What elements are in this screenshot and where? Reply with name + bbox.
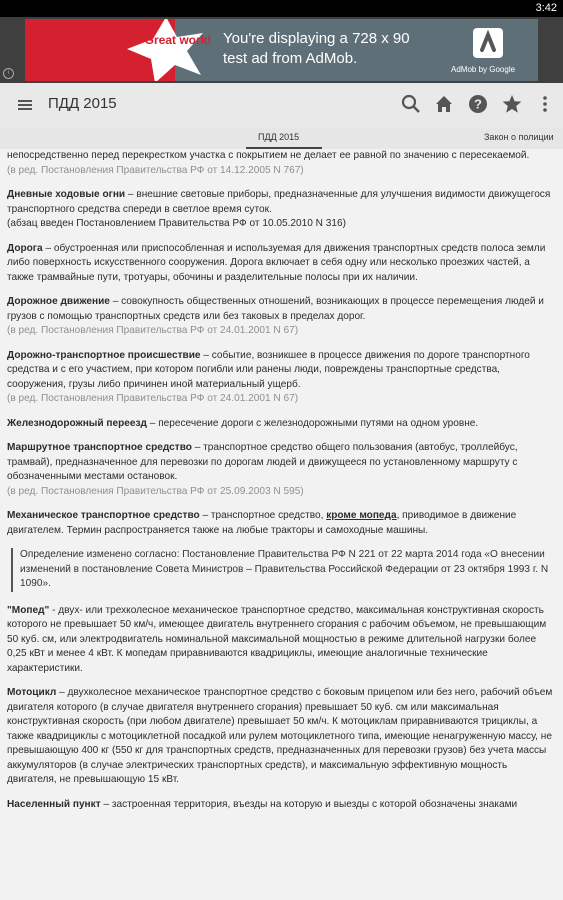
- ad-badge-text: Great work!: [144, 33, 212, 47]
- entry-motorcycle: [7, 686, 553, 788]
- definition: - двух- или трехколесное механическое транспортное средство, максимальная конструктивная скорость которого не превышает 50 км/ч, имеющее двигатель внутреннего сгорания с рабочим объемом, не превышающим 50 куб. см, или электродвигатель номинальной максимальной мощностью в режиме длительной нагрузки более 0,25 кВт и менее 4 кВт. К мопедам приравниваются квадрициклы, имеющие аналогичные технические характеристики.: [7, 604, 547, 674]
- revision-note: (абзац введен Постановлением Правительства РФ от 10.05.2010 N 316): [7, 218, 346, 229]
- term: Населенный пункт: [7, 798, 101, 810]
- revision-note: (в ред. Постановления Правительства РФ от 14.12.2005 N 767): [7, 164, 304, 176]
- term: "Мопед": [7, 604, 50, 616]
- definition: – транспортное средство,: [199, 510, 327, 521]
- revision-note: (в ред. Постановления Правительства РФ от 25.09.2003 N 595): [7, 485, 304, 497]
- status-bar: [0, 0, 563, 17]
- home-icon[interactable]: [433, 93, 455, 115]
- definition: , приводимое в движение двигателем. Термин распространяется также на любые тракторы и самоходные машины.: [7, 510, 517, 536]
- tab-pdd-2015[interactable]: ПДД 2015: [258, 132, 300, 142]
- definition: – обустроенная или приспособленная и используемая для движения транспортных средств полоса земли либо поверхность искусственного сооружения. Дорога включает в себя одну или несколько проезжих частей, а также трамвайные пути, тротуары, обочины и разделительные полосы при их наличии.: [7, 242, 546, 283]
- term: Дорожное движение: [7, 296, 110, 307]
- document-content[interactable]: [0, 149, 563, 900]
- ad-banner-area: [0, 17, 563, 83]
- ad-info-icon[interactable]: i: [3, 68, 14, 79]
- amendment-quote: Определение изменено согласно: Постановление Правительства РФ N 221 от 22 марта 2014 года «О внесении изменений в постановление Совета Министров – Правительства Российской Федерации от 23 октября 1993 г. N 1090».: [11, 548, 553, 592]
- revision-note: (в ред. Постановления Правительства РФ от 24.01.2001 N 67): [7, 393, 299, 404]
- help-icon[interactable]: [467, 93, 489, 115]
- tab-police-law[interactable]: Закон о полиции: [484, 132, 554, 142]
- definition: – внешние световые приборы, предназначенные для улучшения видимости движущегося транспортного средства спереди в светлое время суток.: [7, 189, 551, 215]
- entry-daytime-lights: [7, 188, 553, 232]
- app-toolbar: [0, 83, 563, 128]
- entry-fragment: [7, 149, 553, 178]
- ad-banner[interactable]: [25, 19, 538, 81]
- ad-text-line1: You're displaying a 728 x 90: [223, 30, 410, 47]
- term: Дорога: [7, 242, 43, 254]
- term: Маршрутное транспортное средство: [7, 442, 192, 453]
- definition: – пересечение дороги с железнодорожными путями на одном уровне.: [146, 417, 479, 429]
- definition: – транспортное средство общего пользования (автобус, троллейбус, трамвай), предназначенное для перевозки по дорогам людей и движущееся по установленному маршруту с обозначенными местами остановок.: [7, 442, 518, 482]
- entry-route-vehicle: [7, 441, 553, 499]
- entry-text: непосредственно перед перекрестком участка с покрытием не делает ее равной по значению с пересекаемой.: [7, 150, 530, 161]
- hamburger-menu-icon[interactable]: [17, 97, 33, 113]
- entry-road: [7, 242, 553, 286]
- status-time: 3:42: [535, 2, 557, 14]
- entry-motor-vehicle: [7, 509, 553, 538]
- term: Мотоцикл: [7, 687, 57, 698]
- svg-text:?: ?: [474, 96, 482, 112]
- entry-road-accident: [7, 349, 553, 407]
- definition: – событие, возникшее в процессе движения по дороге транспортного средства и с его участием, при котором погибли или ранены люди, повреждены транспортные средства, сооружения, грузы либо причинен иной материальный ущерб.: [7, 349, 530, 390]
- admob-logo: [435, 25, 535, 81]
- term: Механическое транспортное средство: [7, 510, 200, 521]
- admob-logo-icon: [473, 28, 503, 58]
- term: Дорожно-транспортное происшествие: [7, 349, 201, 361]
- ad-text-line2: test ad from AdMob.: [223, 50, 358, 67]
- tab-strip: [0, 127, 563, 149]
- definition: – застроенная территория, въезды на которую и выезды с которой обозначены знаками: [100, 798, 518, 810]
- entry-railway-crossing: [7, 417, 553, 432]
- definition: – совокупность общественных отношений, возникающих в процессе перемещения людей и грузов с помощью транспортных средств или без таковых в пределах дорог.: [7, 296, 544, 322]
- ad-text: [223, 29, 410, 69]
- entry-road-traffic: [7, 295, 553, 339]
- entry-moped: [7, 604, 553, 677]
- entry-settlement: [7, 798, 553, 813]
- term: Дневные ходовые огни: [7, 189, 126, 200]
- definition: – двухколесное механическое транспортное средство с боковым прицепом или без него, рабочий объем двигателя которого (в случае двигателя внутреннего сгорания) превышает 50 куб. см или максимальная конструктивная скорость (при любом двигателе) превышает 50 км/ч. К мотоциклам приравниваются трициклы, а также квадрициклы с мотоциклетной посадкой или рулем мотоциклетного типа, имеющие ненагруженную массу, не превышающую 400 кг (550 кг для транспортных средств, предназначенных для перевозки грузов) без учета массы аккумуляторов (в случае электрических транспортных средств), и максимальную эффективную мощность двигателя, не превышающую 15 кВт.: [7, 687, 553, 785]
- star-icon[interactable]: [501, 93, 523, 115]
- term: Железнодорожный переезд: [7, 417, 147, 429]
- ad-star-icon: [121, 19, 211, 81]
- search-icon[interactable]: [400, 93, 422, 115]
- overflow-menu-icon[interactable]: [534, 93, 556, 115]
- admob-logo-text: AdMob by Google: [451, 65, 516, 74]
- toolbar-title: ПДД 2015: [48, 95, 117, 112]
- revision-note: (в ред. Постановления Правительства РФ от 24.01.2001 N 67): [7, 325, 299, 336]
- definition-emphasis: кроме мопеда: [326, 510, 397, 521]
